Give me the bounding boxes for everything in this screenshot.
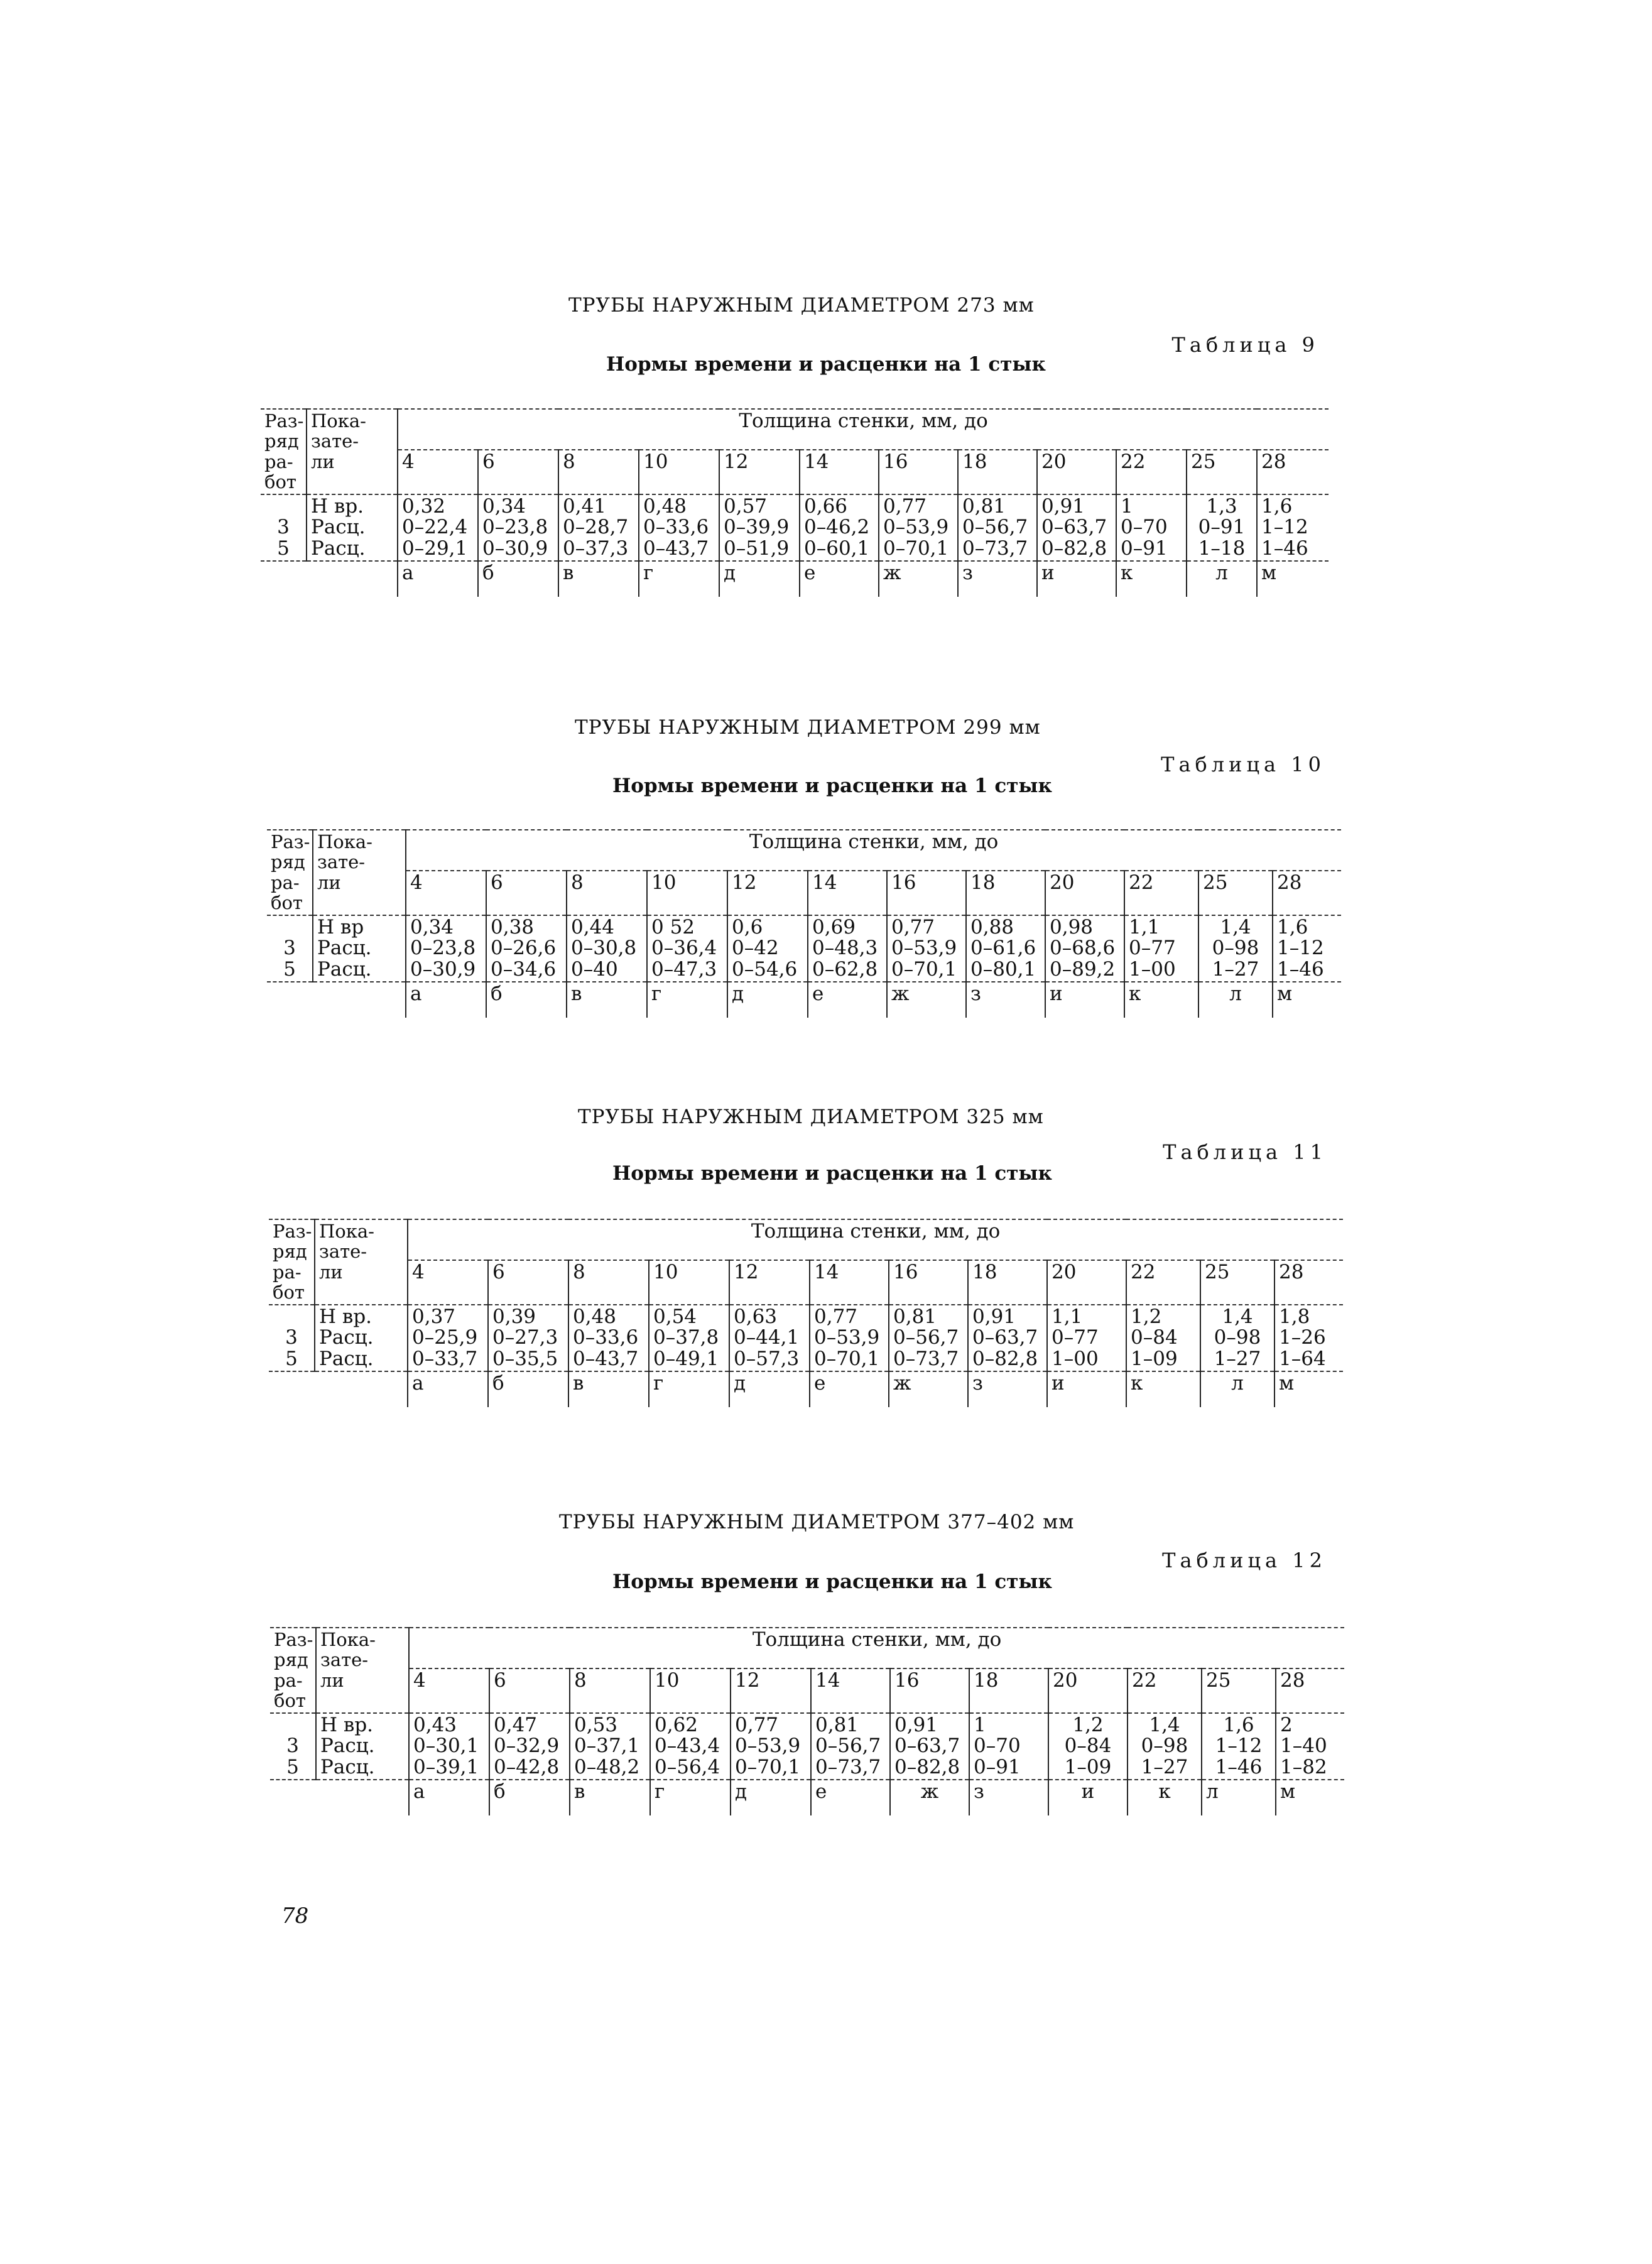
header-thickness-span: Толщина стенки, мм, до <box>408 1219 1343 1260</box>
value-cell: 0,81 0–56,7 0–73,7 <box>958 494 1037 561</box>
thickness-cell: 18 <box>958 450 1037 494</box>
thickness-cell: 6 <box>489 1668 570 1713</box>
code-cell: д <box>731 1780 811 1815</box>
value-cell: 1 0–70 0–91 <box>969 1713 1048 1780</box>
code-cell: к <box>1126 1371 1200 1407</box>
thickness-cell: 8 <box>570 1668 650 1713</box>
thickness-cell: 28 <box>1257 450 1329 494</box>
razryad-cell: 3 5 <box>261 494 307 561</box>
value-cell: 0 52 0–36,4 0–47,3 <box>647 915 727 982</box>
table-number: Таблица 9 <box>1171 333 1319 357</box>
thickness-cell: 14 <box>808 871 887 915</box>
value-cell: 0,6 0–42 0–54,6 <box>727 915 808 982</box>
value-cell: 0,91 0–63,7 0–82,8 <box>890 1713 969 1780</box>
value-cell: 0,88 0–61,6 0–80,1 <box>966 915 1045 982</box>
value-cell: 0,48 0–33,6 0–43,7 <box>568 1305 649 1371</box>
thickness-cell: 18 <box>968 1260 1047 1305</box>
norm-table <box>261 408 1329 597</box>
thickness-cell: 6 <box>478 450 558 494</box>
value-cell: 0,48 0–33,6 0–43,7 <box>639 494 719 561</box>
thickness-cell: 8 <box>568 1260 649 1305</box>
thickness-cell: 22 <box>1126 1260 1200 1305</box>
code-cell: д <box>729 1371 810 1407</box>
section-title: ТРУБЫ НАРУЖНЫМ ДИАМЕТРОМ 299 мм <box>575 716 1041 739</box>
value-cell: 0,43 0–30,1 0–39,1 <box>409 1713 489 1780</box>
value-cell: 1,1 0–77 1–00 <box>1047 1305 1126 1371</box>
thickness-cell: 25 <box>1198 871 1273 915</box>
header-thickness-span: Толщина стенки, мм, до <box>406 830 1341 871</box>
value-cell: 1,4 0–98 1–27 <box>1198 915 1273 982</box>
code-cell: а <box>398 561 478 597</box>
code-cell: б <box>489 1780 570 1815</box>
value-cell: 0,38 0–26,6 0–34,6 <box>486 915 567 982</box>
value-cell: 1,1 0–77 1–00 <box>1124 915 1198 982</box>
value-cell: 1,4 0–98 1–27 <box>1200 1305 1274 1371</box>
thickness-cell: 10 <box>649 1260 729 1305</box>
value-cell: 0,39 0–27,3 0–35,5 <box>488 1305 568 1371</box>
norm-table <box>269 1219 1343 1407</box>
table-number: Таблица 10 <box>1161 753 1325 776</box>
thickness-cell: 28 <box>1273 871 1341 915</box>
code-cell: е <box>800 561 879 597</box>
code-cell: к <box>1128 1780 1202 1815</box>
empty-cell <box>307 561 398 597</box>
code-cell: м <box>1276 1780 1344 1815</box>
code-cell: л <box>1200 1371 1274 1407</box>
thickness-cell: 4 <box>408 1260 488 1305</box>
empty-cell <box>315 1371 408 1407</box>
empty-cell <box>261 561 307 597</box>
header-razryad: Раз- ряд ра- бот <box>267 830 313 915</box>
row-labels-cell: Н вр. Расц. Расц. <box>316 1713 409 1780</box>
code-cell: и <box>1047 1371 1126 1407</box>
code-cell: л <box>1202 1780 1276 1815</box>
thickness-cell: 12 <box>719 450 800 494</box>
value-cell: 0,77 0–53,9 0–70,1 <box>887 915 966 982</box>
thickness-cell: 12 <box>727 871 808 915</box>
header-razryad: Раз- ряд ра- бот <box>270 1628 316 1713</box>
header-pokazateli: Пока- зате- ли <box>316 1628 409 1713</box>
value-cell: 0,37 0–25,9 0–33,7 <box>408 1305 488 1371</box>
value-cell: 0,81 0–56,7 0–73,7 <box>811 1713 890 1780</box>
code-cell: з <box>958 561 1037 597</box>
value-cell: 0,77 0–53,9 0–70,1 <box>810 1305 889 1371</box>
header-thickness-span: Толщина стенки, мм, до <box>409 1628 1344 1668</box>
thickness-cell: 4 <box>398 450 478 494</box>
code-cell: и <box>1045 982 1124 1018</box>
value-cell: 1,2 0–84 1–09 <box>1126 1305 1200 1371</box>
value-cell: 0,69 0–48,3 0–62,8 <box>808 915 887 982</box>
thickness-cell: 18 <box>969 1668 1048 1713</box>
value-cell: 0,81 0–56,7 0–73,7 <box>889 1305 968 1371</box>
razryad-cell: 3 5 <box>270 1713 316 1780</box>
code-cell: в <box>558 561 639 597</box>
code-cell: а <box>408 1371 488 1407</box>
value-cell: 0,77 0–53,9 0–70,1 <box>731 1713 811 1780</box>
code-cell: а <box>409 1780 489 1815</box>
value-cell: 0,34 0–23,8 0–30,9 <box>406 915 486 982</box>
table-number: Таблица 11 <box>1163 1140 1327 1164</box>
value-cell: 0,32 0–22,4 0–29,1 <box>398 494 478 561</box>
thickness-cell: 6 <box>486 871 567 915</box>
header-pokazateli: Пока- зате- ли <box>315 1219 408 1305</box>
code-cell: и <box>1037 561 1116 597</box>
thickness-cell: 25 <box>1202 1668 1276 1713</box>
code-cell: к <box>1124 982 1198 1018</box>
thickness-cell: 10 <box>647 871 727 915</box>
section-subtitle: Нормы времени и расценки на 1 стык <box>606 353 1046 376</box>
thickness-cell: 20 <box>1045 871 1124 915</box>
row-labels-cell: Н вр. Расц. Расц. <box>315 1305 408 1371</box>
razryad-cell: 3 5 <box>269 1305 315 1371</box>
empty-cell <box>316 1780 409 1815</box>
thickness-cell: 16 <box>889 1260 968 1305</box>
value-cell: 0,34 0–23,8 0–30,9 <box>478 494 558 561</box>
thickness-cell: 20 <box>1048 1668 1128 1713</box>
thickness-cell: 25 <box>1187 450 1257 494</box>
thickness-cell: 8 <box>558 450 639 494</box>
thickness-cell: 20 <box>1037 450 1116 494</box>
thickness-cell: 12 <box>729 1260 810 1305</box>
value-cell: 0,41 0–28,7 0–37,3 <box>558 494 639 561</box>
value-cell: 1,8 1–26 1–64 <box>1274 1305 1343 1371</box>
empty-cell <box>313 982 406 1018</box>
thickness-cell: 6 <box>488 1260 568 1305</box>
code-cell: д <box>727 982 808 1018</box>
header-razryad: Раз- ряд ра- бот <box>269 1219 315 1305</box>
table-number: Таблица 12 <box>1162 1548 1327 1572</box>
value-cell: 0,47 0–32,9 0–42,8 <box>489 1713 570 1780</box>
thickness-cell: 14 <box>810 1260 889 1305</box>
value-cell: 1 0–70 0–91 <box>1116 494 1187 561</box>
code-cell: а <box>406 982 486 1018</box>
value-cell: 1,4 0–98 1–27 <box>1128 1713 1202 1780</box>
header-pokazateli: Пока- зате- ли <box>313 830 406 915</box>
norm-table <box>267 829 1341 1018</box>
value-cell: 1,6 1–12 1–46 <box>1202 1713 1276 1780</box>
thickness-cell: 22 <box>1128 1668 1202 1713</box>
code-cell: з <box>968 1371 1047 1407</box>
code-cell: е <box>811 1780 890 1815</box>
code-cell: м <box>1273 982 1341 1018</box>
razryad-cell: 3 5 <box>267 915 313 982</box>
code-cell: м <box>1257 561 1329 597</box>
thickness-cell: 25 <box>1200 1260 1274 1305</box>
row-labels-cell: Н вр Расц. Расц. <box>313 915 406 982</box>
code-cell: в <box>568 1371 649 1407</box>
thickness-cell: 28 <box>1274 1260 1343 1305</box>
thickness-cell: 14 <box>800 450 879 494</box>
thickness-cell: 8 <box>567 871 647 915</box>
code-cell: д <box>719 561 800 597</box>
header-pokazateli: Пока- зате- ли <box>307 409 398 494</box>
empty-cell <box>270 1780 316 1815</box>
code-cell: г <box>647 982 727 1018</box>
thickness-cell: 10 <box>650 1668 731 1713</box>
code-cell: ж <box>887 982 966 1018</box>
thickness-cell: 4 <box>406 871 486 915</box>
code-cell: г <box>650 1780 731 1815</box>
thickness-cell: 16 <box>887 871 966 915</box>
value-cell: 1,6 1–12 1–46 <box>1257 494 1329 561</box>
thickness-cell: 22 <box>1124 871 1198 915</box>
empty-cell <box>269 1371 315 1407</box>
value-cell: 2 1–40 1–82 <box>1276 1713 1344 1780</box>
empty-cell <box>267 982 313 1018</box>
section-subtitle: Нормы времени и расценки на 1 стык <box>612 1162 1052 1185</box>
code-cell: б <box>486 982 567 1018</box>
thickness-cell: 14 <box>811 1668 890 1713</box>
norm-table <box>270 1627 1344 1815</box>
section-subtitle: Нормы времени и расценки на 1 стык <box>612 775 1052 797</box>
thickness-cell: 22 <box>1116 450 1187 494</box>
value-cell: 0,44 0–30,8 0–40 <box>567 915 647 982</box>
value-cell: 0,57 0–39,9 0–51,9 <box>719 494 800 561</box>
value-cell: 0,98 0–68,6 0–89,2 <box>1045 915 1124 982</box>
code-cell: в <box>570 1780 650 1815</box>
value-cell: 0,62 0–43,4 0–56,4 <box>650 1713 731 1780</box>
code-cell: к <box>1116 561 1187 597</box>
code-cell: в <box>567 982 647 1018</box>
thickness-cell: 28 <box>1276 1668 1344 1713</box>
section-title: ТРУБЫ НАРУЖНЫМ ДИАМЕТРОМ 325 мм <box>578 1106 1044 1128</box>
code-cell: е <box>808 982 887 1018</box>
value-cell: 1,2 0–84 1–09 <box>1048 1713 1128 1780</box>
code-cell: л <box>1198 982 1273 1018</box>
code-cell: ж <box>890 1780 969 1815</box>
value-cell: 0,53 0–37,1 0–48,2 <box>570 1713 650 1780</box>
value-cell: 1,6 1–12 1–46 <box>1273 915 1341 982</box>
section-title: ТРУБЫ НАРУЖНЫМ ДИАМЕТРОМ 377–402 мм <box>559 1511 1075 1533</box>
thickness-cell: 10 <box>639 450 719 494</box>
code-cell: ж <box>879 561 958 597</box>
thickness-cell: 12 <box>731 1668 811 1713</box>
section-title: ТРУБЫ НАРУЖНЫМ ДИАМЕТРОМ 273 мм <box>568 294 1035 317</box>
value-cell: 0,77 0–53,9 0–70,1 <box>879 494 958 561</box>
thickness-cell: 16 <box>879 450 958 494</box>
section-subtitle: Нормы времени и расценки на 1 стык <box>612 1570 1052 1593</box>
value-cell: 0,54 0–37,8 0–49,1 <box>649 1305 729 1371</box>
code-cell: л <box>1187 561 1257 597</box>
value-cell: 0,91 0–63,7 0–82,8 <box>1037 494 1116 561</box>
page-number: 78 <box>281 1903 309 1929</box>
code-cell: г <box>639 561 719 597</box>
code-cell: ж <box>889 1371 968 1407</box>
code-cell: б <box>488 1371 568 1407</box>
thickness-cell: 16 <box>890 1668 969 1713</box>
code-cell: и <box>1048 1780 1128 1815</box>
value-cell: 0,66 0–46,2 0–60,1 <box>800 494 879 561</box>
code-cell: г <box>649 1371 729 1407</box>
code-cell: з <box>966 982 1045 1018</box>
code-cell: з <box>969 1780 1048 1815</box>
code-cell: е <box>810 1371 889 1407</box>
code-cell: м <box>1274 1371 1343 1407</box>
header-razryad: Раз- ряд ра- бот <box>261 409 307 494</box>
thickness-cell: 20 <box>1047 1260 1126 1305</box>
value-cell: 1,3 0–91 1–18 <box>1187 494 1257 561</box>
value-cell: 0,63 0–44,1 0–57,3 <box>729 1305 810 1371</box>
header-thickness-span: Толщина стенки, мм, до <box>398 409 1329 450</box>
value-cell: 0,91 0–63,7 0–82,8 <box>968 1305 1047 1371</box>
code-cell: б <box>478 561 558 597</box>
thickness-cell: 4 <box>409 1668 489 1713</box>
row-labels-cell: Н вр. Расц. Расц. <box>307 494 398 561</box>
thickness-cell: 18 <box>966 871 1045 915</box>
